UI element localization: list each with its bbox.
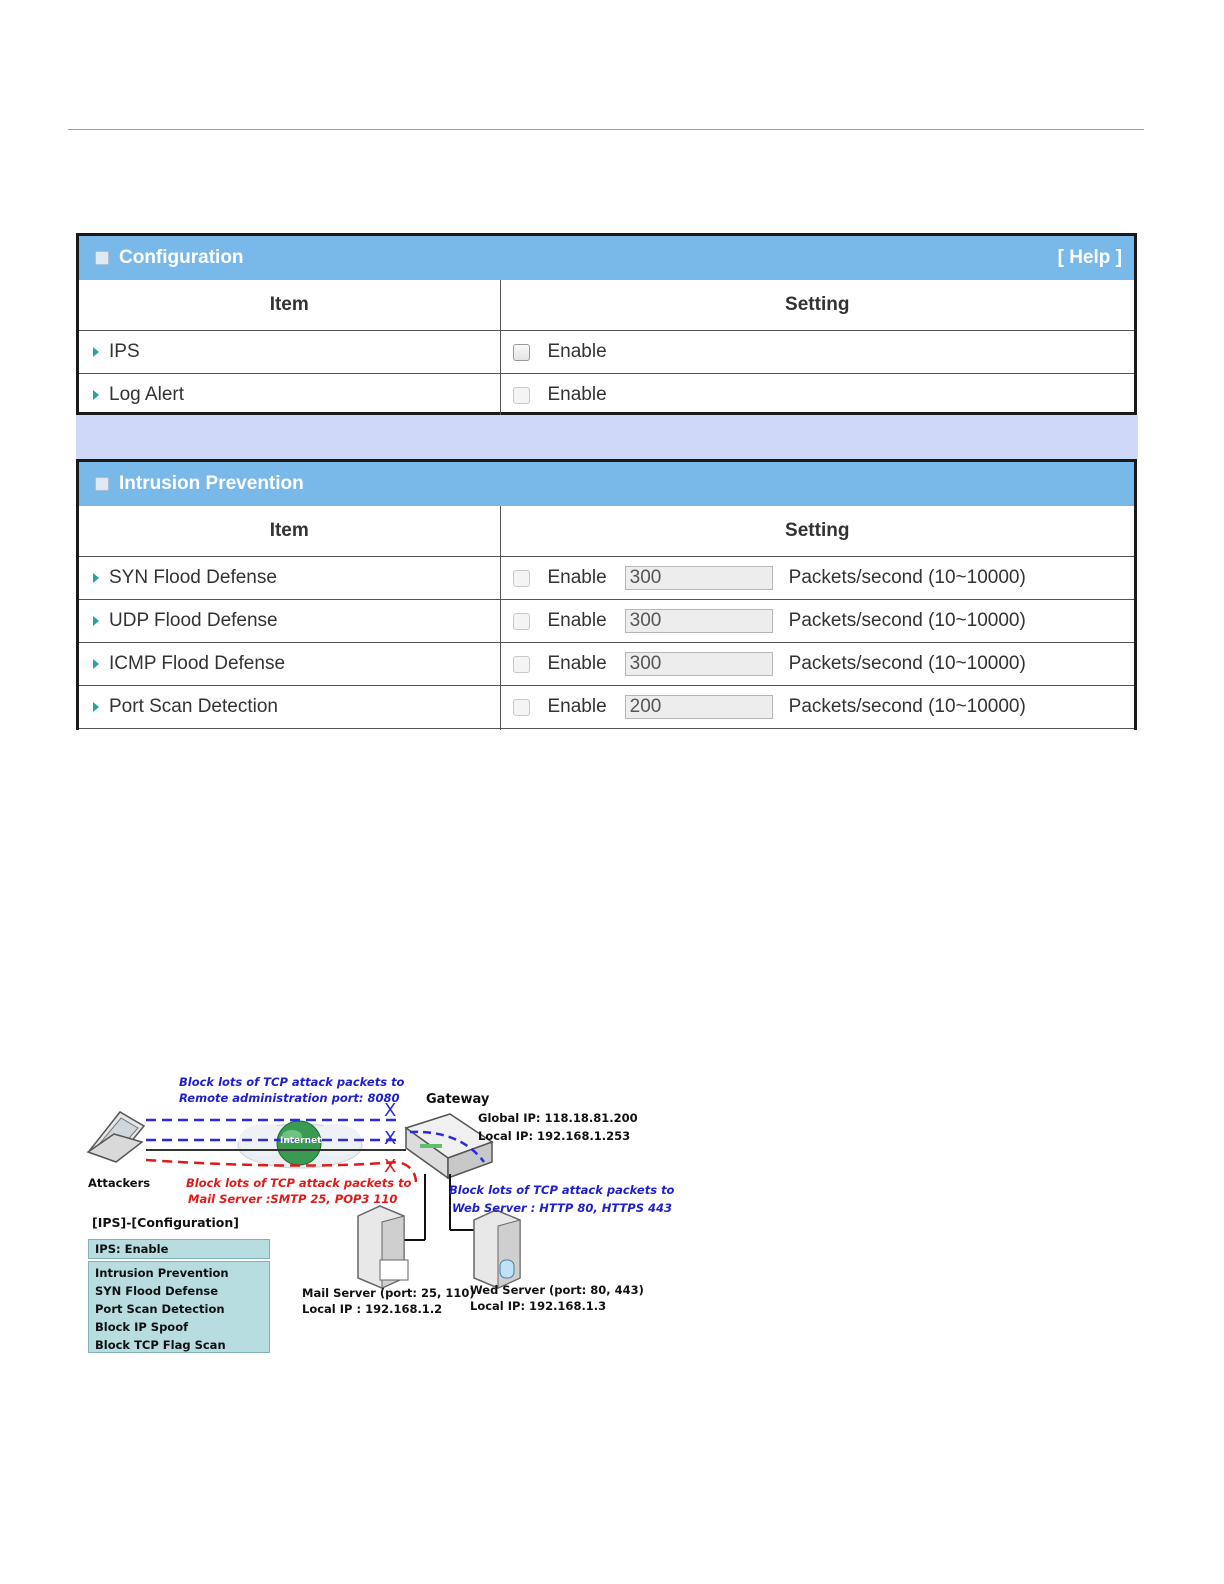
intrusion-prevention-table bbox=[79, 506, 1134, 730]
row-label-udp-flood: UDP Flood Defense bbox=[109, 610, 278, 631]
port-scan-enable-checkbox[interactable] bbox=[513, 699, 530, 716]
blue-block-text-1: Block lots of TCP attack packets to bbox=[179, 1075, 405, 1089]
ips-enable-box: IPS: Enable bbox=[88, 1239, 270, 1259]
row-label-syn-flood: SYN Flood Defense bbox=[109, 567, 277, 588]
log-alert-enable-checkbox[interactable] bbox=[513, 387, 530, 404]
unit-label: Packets/second (10~10000) bbox=[788, 610, 1026, 631]
web-server-icon bbox=[474, 1210, 520, 1288]
udp-flood-enable-checkbox[interactable] bbox=[513, 613, 530, 630]
table-row bbox=[79, 374, 1134, 417]
web-server-ip: Local IP: 192.168.1.3 bbox=[470, 1299, 607, 1313]
web-block-text-1: Block lots of TCP attack packets to bbox=[449, 1183, 675, 1197]
enable-label: Enable bbox=[547, 696, 607, 717]
column-header-item: Item bbox=[79, 280, 500, 331]
table-row bbox=[79, 686, 1134, 729]
mail-server-ip: Local IP : 192.168.1.2 bbox=[302, 1302, 443, 1316]
column-header-setting: Setting bbox=[500, 280, 1134, 331]
unit-label: Packets/second (10~10000) bbox=[788, 696, 1026, 717]
row-label-icmp-flood: ICMP Flood Defense bbox=[109, 653, 286, 674]
svg-text:X: X bbox=[384, 1156, 397, 1177]
expand-arrow-icon bbox=[93, 390, 99, 400]
table-row bbox=[79, 557, 1134, 600]
intrusion-prevention-title: Intrusion Prevention bbox=[119, 473, 304, 494]
help-link[interactable]: [ Help ] bbox=[1057, 247, 1122, 268]
expand-arrow-icon bbox=[93, 616, 99, 626]
intrusion-prevention-header bbox=[79, 462, 1134, 506]
row-label-ips: IPS bbox=[109, 341, 140, 362]
enable-label: Enable bbox=[547, 610, 607, 631]
gateway-label: Gateway bbox=[426, 1092, 490, 1107]
panel-toggle-icon[interactable] bbox=[95, 251, 109, 265]
configuration-table bbox=[79, 280, 1134, 416]
feature-item: Intrusion Prevention bbox=[95, 1266, 229, 1280]
configuration-title: Configuration bbox=[119, 247, 244, 268]
enable-label: Enable bbox=[547, 653, 607, 674]
expand-arrow-icon bbox=[93, 702, 99, 712]
column-header-item: Item bbox=[79, 506, 500, 557]
table-row bbox=[79, 600, 1134, 643]
row-label-log-alert: Log Alert bbox=[109, 384, 184, 405]
unit-label: Packets/second (10~10000) bbox=[788, 567, 1026, 588]
red-block-text-1: Block lots of TCP attack packets to bbox=[186, 1176, 412, 1190]
icmp-flood-threshold-input[interactable] bbox=[625, 652, 773, 676]
mail-server-icon bbox=[358, 1206, 408, 1288]
expand-arrow-icon bbox=[93, 659, 99, 669]
configuration-panel bbox=[76, 233, 1137, 415]
web-server-label: Wed Server (port: 80, 443) bbox=[470, 1283, 644, 1297]
feature-item: Block TCP Flag Scan bbox=[95, 1338, 226, 1352]
feature-item: SYN Flood Defense bbox=[95, 1284, 219, 1298]
gateway-local-ip: Local IP: 192.168.1.253 bbox=[478, 1129, 631, 1143]
expand-arrow-icon bbox=[93, 573, 99, 583]
red-block-text-2: Mail Server :SMTP 25, POP3 110 bbox=[188, 1192, 398, 1206]
feature-item: Port Scan Detection bbox=[95, 1302, 225, 1316]
enable-label: Enable bbox=[547, 384, 607, 405]
enable-label: Enable bbox=[547, 567, 607, 588]
attackers-label: Attackers bbox=[88, 1176, 151, 1190]
intrusion-prevention-panel bbox=[76, 459, 1137, 730]
web-block-text-2: Web Server : HTTP 80, HTTPS 443 bbox=[452, 1201, 672, 1215]
icmp-flood-enable-checkbox[interactable] bbox=[513, 656, 530, 673]
configuration-header bbox=[79, 236, 1134, 280]
ips-config-title: [IPS]-[Configuration] bbox=[92, 1215, 239, 1230]
column-header-setting: Setting bbox=[500, 506, 1134, 557]
udp-flood-threshold-input[interactable] bbox=[625, 609, 773, 633]
section-separator bbox=[76, 415, 1138, 459]
mail-server-label: Mail Server (port: 25, 110) bbox=[302, 1286, 475, 1300]
expand-arrow-icon bbox=[93, 347, 99, 357]
table-row bbox=[79, 331, 1134, 374]
internet-label: Internet bbox=[280, 1136, 322, 1146]
row-label-port-scan: Port Scan Detection bbox=[109, 696, 278, 717]
enable-label: Enable bbox=[547, 341, 607, 362]
port-scan-threshold-input[interactable] bbox=[625, 695, 773, 719]
ips-features-box bbox=[88, 1261, 270, 1353]
ips-enable-checkbox[interactable] bbox=[513, 344, 530, 361]
panel-toggle-icon[interactable] bbox=[95, 477, 109, 491]
ips-scenario-diagram bbox=[80, 1070, 680, 1370]
top-rule bbox=[68, 129, 1144, 130]
gateway-global-ip: Global IP: 118.18.81.200 bbox=[478, 1111, 638, 1125]
unit-label: Packets/second (10~10000) bbox=[788, 653, 1026, 674]
feature-item: Block IP Spoof bbox=[95, 1320, 189, 1334]
svg-text:X: X bbox=[384, 1128, 397, 1149]
svg-text:X: X bbox=[384, 1100, 397, 1121]
blue-block-text-2: Remote administration port: 8080 bbox=[179, 1091, 400, 1105]
syn-flood-enable-checkbox[interactable] bbox=[513, 570, 530, 587]
table-row bbox=[79, 643, 1134, 686]
laptop-icon bbox=[88, 1112, 144, 1162]
syn-flood-threshold-input[interactable] bbox=[625, 566, 773, 590]
